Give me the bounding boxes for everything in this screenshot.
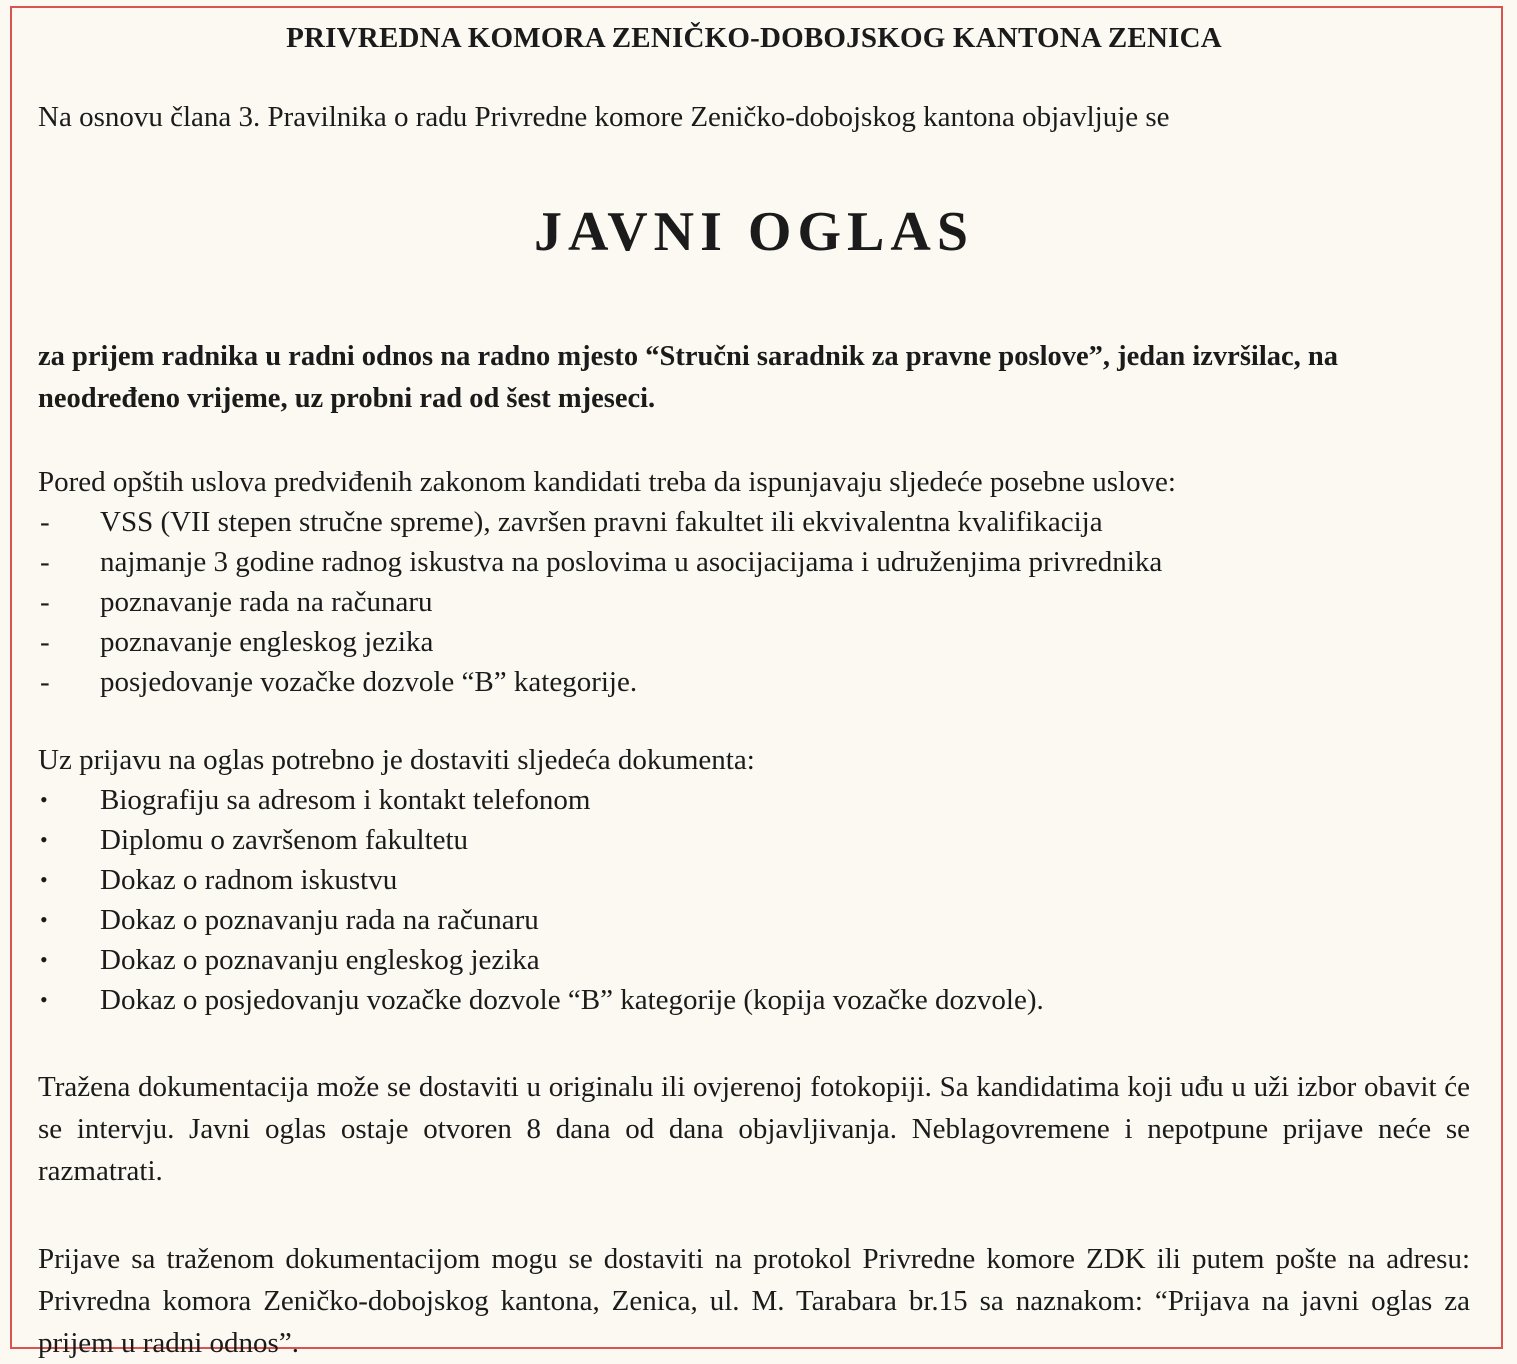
document-item xyxy=(38,940,1470,980)
conditions-intro: Pored opštih uslova predviđenih zakonom kandidati treba da ispunjavaju sljedeće posebne uslove: xyxy=(38,466,1176,498)
bullet-icon: • xyxy=(40,907,48,932)
document-text: Biografiju sa adresom i kontakt telefonom xyxy=(100,784,591,816)
organization-title: PRIVREDNA KOMORA ZENIČKO-DOBOJSKOG KANTONA ZENICA xyxy=(286,22,1222,54)
dash-marker: - xyxy=(40,546,50,578)
bullet-icon: • xyxy=(40,827,48,852)
conditions-list xyxy=(38,502,1470,702)
intro-text: Na osnovu člana 3. Pravilnika o radu Privredne komore Zeničko-dobojskog kantona objavljuje se xyxy=(38,101,1170,133)
dash-marker: - xyxy=(40,586,50,618)
document-item xyxy=(38,860,1470,900)
dash-marker: - xyxy=(40,666,50,698)
document-text: Dokaz o poznavanju engleskog jezika xyxy=(100,944,540,976)
document-item xyxy=(38,900,1470,940)
condition-item xyxy=(38,582,1470,622)
condition-item xyxy=(38,622,1470,662)
dash-marker: - xyxy=(40,506,50,538)
bullet-icon: • xyxy=(40,787,48,812)
main-title: JAVNI OGLAS xyxy=(534,201,974,263)
document-item xyxy=(38,820,1470,860)
submission-instructions: Prijave sa traženom dokumentacijom mogu se dostaviti na protokol Privredne komore ZDK ili putem pošte na adresu: Privredna komora Zeničko-dobojskog kantona, Zenica, ul. M. Tarabara br.15 sa naznakom: “Prijava na javni oglas za prijem u radni odnos”. xyxy=(38,1243,1470,1359)
bullet-icon: • xyxy=(40,867,48,892)
document-text: Dokaz o poznavanju rada na računaru xyxy=(100,904,539,936)
condition-text: poznavanje engleskog jezika xyxy=(100,626,434,658)
position-description: za prijem radnika u radni odnos na radno mjesto “Stručni saradnik za pravne poslove”, jedan izvršilac, na neodređeno vrijeme, uz probni rad od šest mjeseci. xyxy=(38,341,1339,414)
dash-marker: - xyxy=(40,626,50,658)
document-text: Dokaz o radnom iskustvu xyxy=(100,864,398,896)
document-text: Dokaz o posjedovanju vozačke dozvole “B” kategorije (kopija vozačke dozvole). xyxy=(100,984,1044,1016)
document-item xyxy=(38,780,1470,820)
document-item xyxy=(38,980,1470,1020)
condition-text: poznavanje rada na računaru xyxy=(100,586,433,618)
documentation-note: Tražena dokumentacija može se dostaviti u originalu ili ovjerenoj fotokopiji. Sa kandidatima koji uđu u uži izbor obavit će se intervju. Javni oglas ostaje otvoren 8 dana od dana objavljivanja. Neblagovremene i nepotpune prijave neće se razmatrati. xyxy=(38,1071,1470,1187)
documents-intro: Uz prijavu na oglas potrebno je dostaviti sljedeća dokumenta: xyxy=(38,744,755,776)
condition-item xyxy=(38,542,1470,582)
job-announcement xyxy=(38,22,1470,1364)
document-text: Diplomu o završenom fakultetu xyxy=(100,824,469,856)
condition-text: posjedovanje vozačke dozvole “B” kategorije. xyxy=(100,666,638,698)
condition-text: VSS (VII stepen stručne spreme), završen pravni fakultet ili ekvivalentna kvalifikacija xyxy=(100,506,1103,538)
condition-text: najmanje 3 godine radnog iskustva na poslovima u asocijacijama i udruženjima privrednika xyxy=(100,546,1163,578)
bullet-icon: • xyxy=(40,947,48,972)
bullet-icon: • xyxy=(40,987,48,1012)
documents-list xyxy=(38,780,1470,1020)
condition-item xyxy=(38,502,1470,542)
condition-item xyxy=(38,662,1470,702)
